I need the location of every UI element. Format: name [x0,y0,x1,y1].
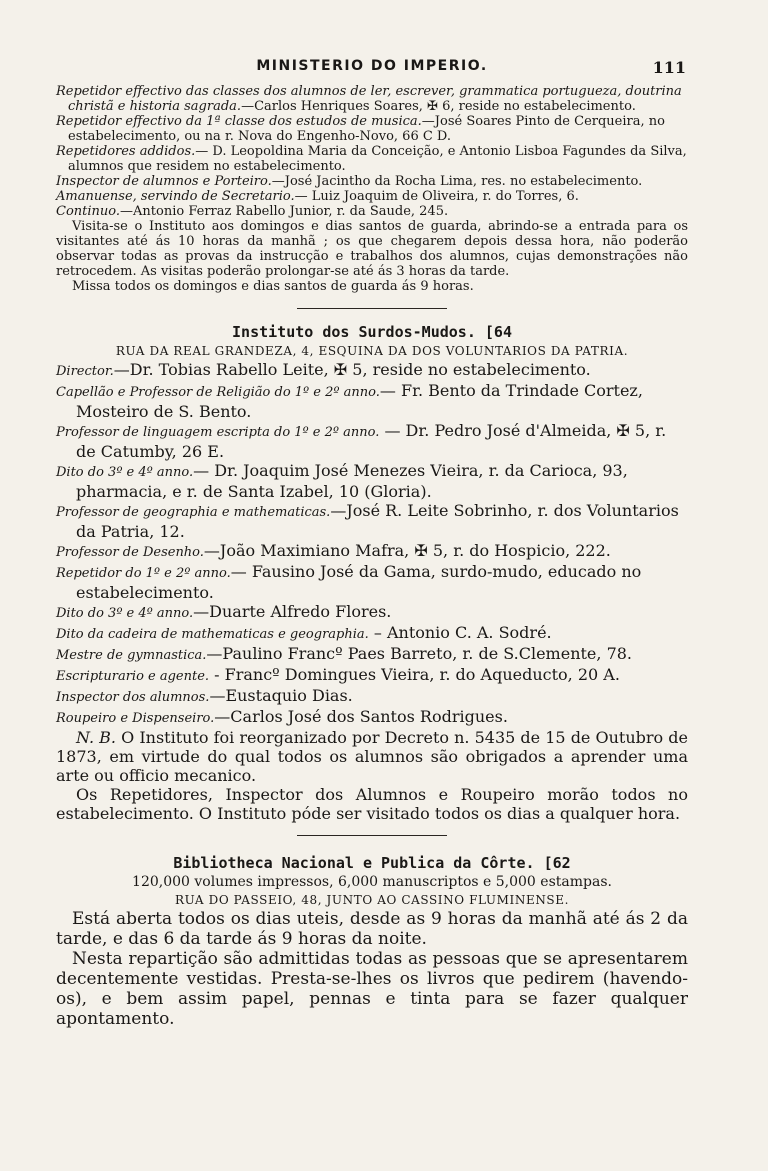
section-instituto-cegos-staff [56,84,688,294]
page-header [56,58,688,84]
section-address: RUA DA REAL GRANDEZA, 4, ESQUINA DA DOS VOLUNTARIOS DA PATRIA. [115,344,629,358]
staff-entry: Dito do 3º e 4º anno.— Dr. Joaquim José Menezes Vieira, r. da Carioca, 93, pharmacia, e r. de Santa Izabel, 10 (Gloria). [56,461,628,501]
section-divider [297,835,447,836]
header-title: MINISTERIO DO IMPERIO. [256,58,488,74]
document-page [56,58,688,1029]
staff-entry: Repetidor effectivo das classes dos alumnos de ler, escrever, grammatica portugueza, doutrina christã e historia sagrada.—Carlos Henriques Soares, ✠ 6, reside no estabelecimento. [56,84,682,114]
section-bibliotheca [56,854,688,1029]
staff-entry: Director.—Dr. Tobias Rabello Leite, ✠ 5, reside no estabelecimento. [56,360,591,379]
section-title: Bibliotheca Nacional e Publica da Côrte. [62 [173,854,571,872]
visiting-hours-paragraph: Visita-se o Instituto aos domingos e dias santos de guarda, abrindo-se a entrada para os visitantes até ás 10 horas da manhã ; os que chegarem depois dessa hora, não poderão observar todas as provas da instrucção e trabalhos dos alumnos, cujas demonstrações não retrocedem. As visitas poderão prolongar-se até ás 3 horas da tarde. [56,219,688,279]
staff-entry: Professor de Desenho.—João Maximiano Mafra, ✠ 5, r. do Hospicio, 222. [56,541,611,560]
page-number: 111 [652,58,686,77]
staff-entry: Mestre de gymnastica.—Paulino Francº Paes Barreto, r. de S.Clemente, 78. [56,644,633,663]
collection-summary: 120,000 volumes impressos, 6,000 manuscriptos e 5,000 estampas. [132,874,612,890]
opening-hours-paragraph: Está aberta todos os dias uteis, desde as 9 horas da manhã até ás 2 da tarde, e das 6 da tarde ás 9 horas da noite. [56,909,688,949]
staff-entry: Repetidor effectivo da 1ª classe dos estudos de musica.—José Soares Pinto de Cerqueira, no estabelecimento, ou na r. Nova do Engenho-Novo, 66 C D. [56,114,665,144]
section-address: RUA DO PASSEIO, 48, JUNTO AO CASSINO FLUMINENSE. [174,893,570,907]
staff-entry: Inspector de alumnos e Porteiro.—José Jacintho da Rocha Lima, res. no estabelecimento. [56,174,643,189]
staff-entry: Dito do 3º e 4º anno.—Duarte Alfredo Flores. [56,602,392,621]
staff-entry: Professor de geographia e mathematicas.—José R. Leite Sobrinho, r. dos Voluntarios da Patria, 12. [56,501,679,541]
nb-note: N. B. O Instituto foi reorganizado por Decreto n. 5435 de 15 de Outubro de 1873, em virtude do qual todos os alumnos são obrigados a aprender uma arte ou officio mecanico. [56,728,688,785]
staff-entry: Repetidor do 1º e 2º anno.— Fausino José da Gama, surdo-mudo, educado no estabelecimento. [56,562,642,602]
mass-paragraph: Missa todos os domingos e dias santos de guarda ás 9 horas. [72,279,474,294]
staff-entry: Escripturario e agente. - Francº Domingues Vieira, r. do Aqueducto, 20 A. [56,665,620,684]
section-divider [297,308,447,309]
staff-entry: Repetidores addidos.— D. Leopoldina Maria da Conceição, e Antonio Lisboa Fagundes da Silva, alumnos que residem no estabelecimento. [56,144,687,174]
section-title: Instituto dos Surdos-Mudos. [64 [232,323,512,341]
staff-entry: Professor de linguagem escripta do 1º e 2º anno. — Dr. Pedro José d'Almeida, ✠ 5, r. de Catumby, 26 E. [56,421,667,461]
staff-entry: Amanuense, servindo de Secretario.— Luiz Joaquim de Oliveira, r. do Torres, 6. [56,189,579,204]
staff-entry: Dito da cadeira de mathematicas e geographia. – Antonio C. A. Sodré. [56,623,552,642]
residence-note: Os Repetidores, Inspector dos Alumnos e Roupeiro morão todos no estabelecimento. O Instituto póde ser visitado todos os dias a qualquer hora. [56,785,688,823]
staff-entry: Continuo.—Antonio Ferraz Rabello Junior, r. da Saude, 245. [56,204,449,219]
staff-entry: Inspector dos alumnos.—Eustaquio Dias. [56,686,353,705]
staff-entry: Roupeiro e Dispenseiro.—Carlos José dos Santos Rodrigues. [56,707,508,726]
section-surdos-mudos [56,323,688,823]
staff-entry: Capellão e Professor de Religião do 1º e 2º anno.— Fr. Bento da Trindade Cortez, Mosteiro de S. Bento. [56,381,643,421]
admission-paragraph: Nesta repartição são admittidas todas as pessoas que se apresentarem decentemente vestidas. Presta-se-lhes os livros que pedirem (havendo-os), e bem assim papel, pennas e tinta para se fazer qualquer apontamento. [56,949,688,1029]
